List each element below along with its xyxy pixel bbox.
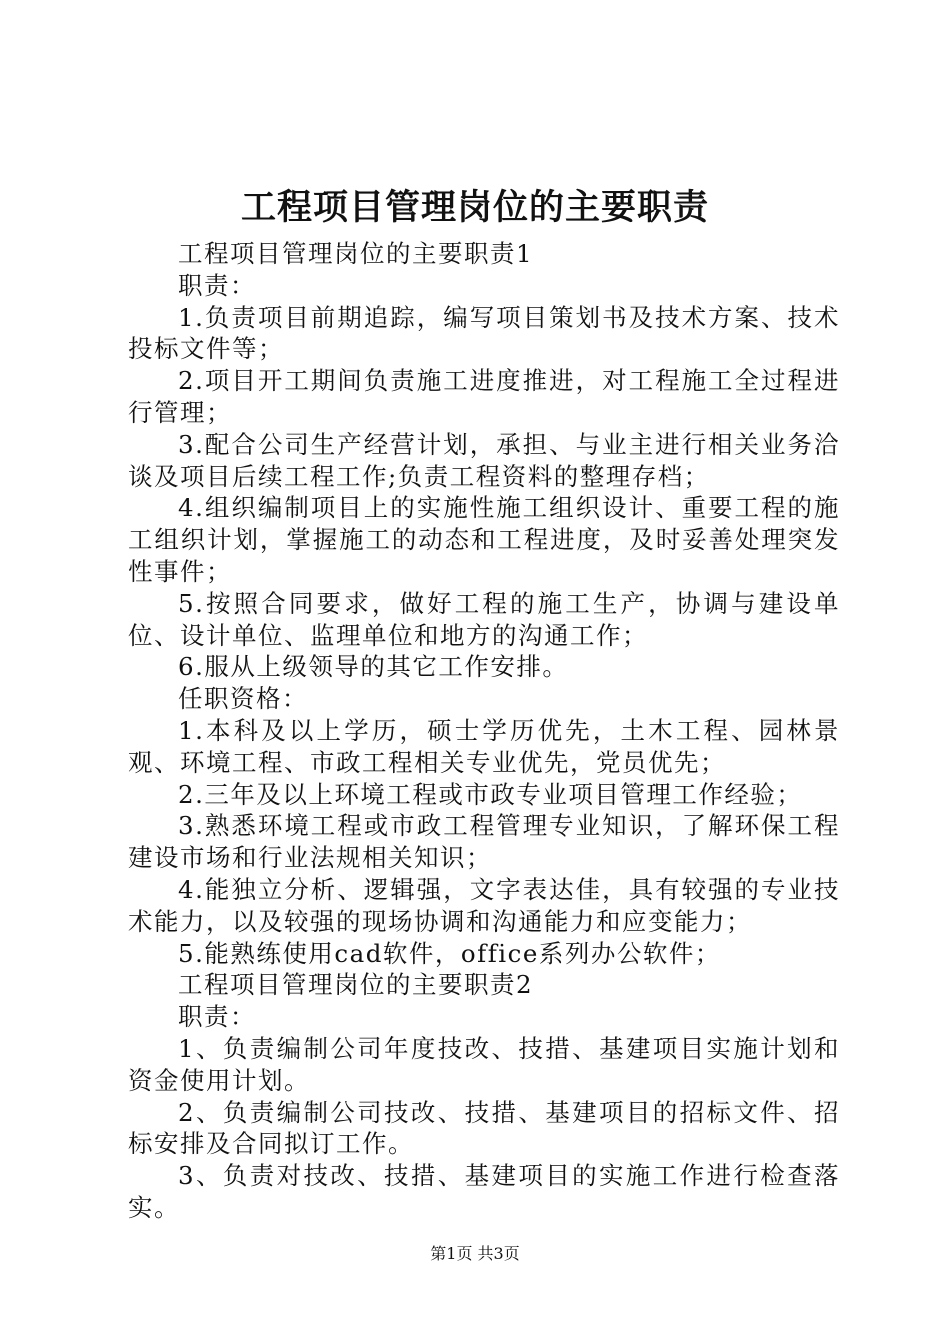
qualification-item: 1.本科及以上学历，硕士学历优先，土木工程、园林景观、环境工程、市政工程相关专业优先，党员优先； [128, 715, 840, 777]
qualification-item: 4.能独立分析、逻辑强，文字表达佳，具有较强的专业技术能力，以及较强的现场协调和沟通能力和应变能力； [128, 874, 840, 936]
subheading-qualifications: 任职资格： [178, 684, 308, 714]
subheading-duties: 职责： [178, 270, 256, 300]
duty-item: 4.组织编制项目上的实施性施工组织设计、重要工程的施工组织计划，掌握施工的动态和工程进度，及时妥善处理突发性事件； [128, 493, 840, 586]
page-footer: 第1页 共3页 [430, 1244, 520, 1263]
duty-item: 2.项目开工期间负责施工进度推进，对工程施工全过程进行管理； [128, 366, 840, 427]
subheading-duties: 职责： [178, 1002, 256, 1032]
document-body [128, 238, 840, 1224]
qualification-item: 2.三年及以上环境工程或市政专业项目管理工作经验； [178, 779, 803, 809]
qualification-item: 3.熟悉环境工程或市政工程管理专业知识，了解环保工程建设市场和行业法规相关知识； [128, 811, 840, 873]
duty-item: 3、负责对技改、技措、基建项目的实施工作进行检查落实。 [128, 1161, 840, 1222]
duty-item: 6.服从上级领导的其它工作安排。 [178, 652, 569, 682]
duty-item: 3.配合公司生产经营计划，承担、与业主进行相关业务洽谈及项目后续工程工作;负责工程资料的整理存档； [128, 429, 840, 491]
duty-item: 2、负责编制公司技改、技措、基建项目的招标文件、招标安排及合同拟订工作。 [128, 1097, 840, 1159]
section-heading: 工程项目管理岗位的主要职责1 [178, 239, 534, 268]
duty-item: 1.负责项目前期追踪，编写项目策划书及技术方案、技术投标文件等； [128, 302, 840, 364]
qualification-item: 5.能熟练使用cad软件，office系列办公软件； [178, 938, 721, 968]
section-heading: 工程项目管理岗位的主要职责2 [178, 970, 534, 1000]
duty-item: 5.按照合同要求，做好工程的施工生产，协调与建设单位、设计单位、监理单位和地方的沟通工作； [128, 588, 840, 650]
duty-item: 1、负责编制公司年度技改、技措、基建项目实施计划和资金使用计划。 [128, 1033, 840, 1095]
document-title: 工程项目管理岗位的主要职责 [240, 187, 709, 228]
